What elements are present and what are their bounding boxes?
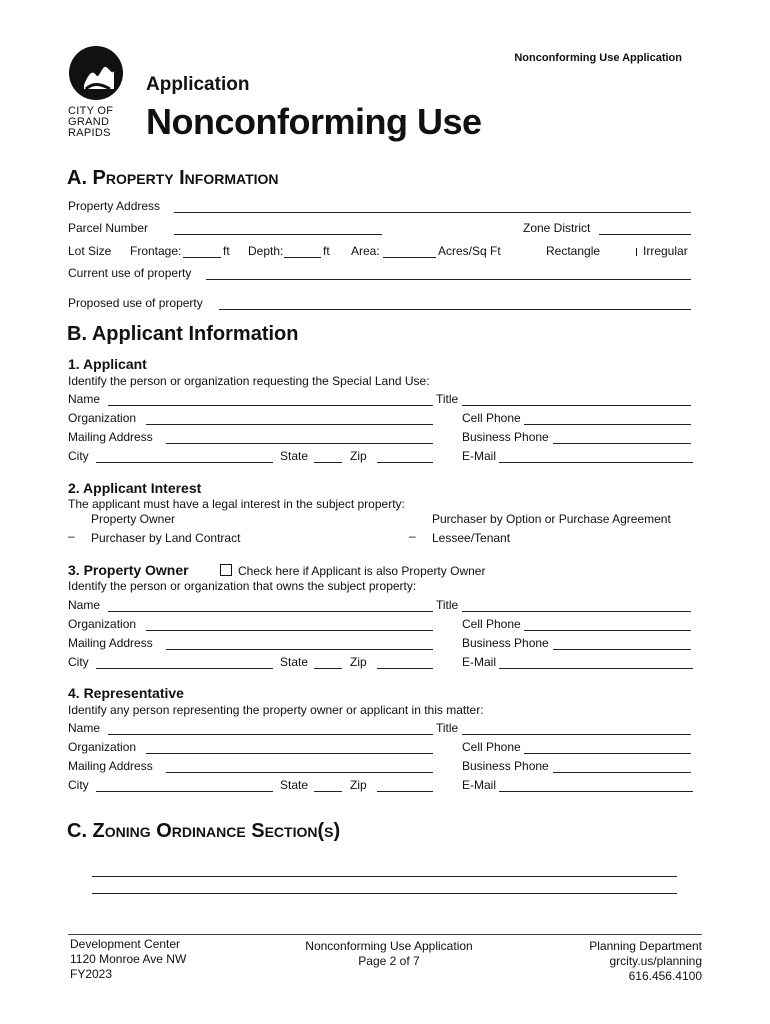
rep-cell-label: Cell Phone: [462, 740, 521, 754]
interest-heading: 2. Applicant Interest: [68, 480, 202, 496]
dash-icon: –: [409, 529, 416, 543]
zoning-section-field-2[interactable]: [92, 893, 677, 894]
proposed-use-field[interactable]: [219, 309, 691, 310]
rep-title-field[interactable]: [462, 734, 691, 735]
owner-email-label: E-Mail: [462, 655, 497, 669]
city-logo-icon: [66, 45, 126, 105]
footer-right-line: grcity.us/planning: [609, 954, 702, 968]
footer-left: [70, 937, 186, 982]
owner-name-field[interactable]: [108, 611, 433, 612]
logo-line: RAPIDS: [68, 127, 111, 139]
owner-name-label: Name: [68, 598, 101, 612]
interest-option-land-contract[interactable]: Purchaser by Land Contract: [91, 531, 241, 545]
interest-instruction: The applicant must have a legal interest in the subject property:: [68, 497, 405, 511]
footer-right-line: 616.456.4100: [628, 969, 702, 983]
owner-business-field[interactable]: [553, 649, 691, 650]
owner-mailing-label: Mailing Address: [68, 636, 153, 650]
irregular-option-label: Irregular: [643, 244, 688, 258]
footer-center-line: Page 2 of 7: [358, 954, 420, 968]
footer-left-line: FY2023: [70, 967, 113, 981]
interest-option-purchase-agreement[interactable]: Purchaser by Option or Purchase Agreement: [432, 512, 671, 526]
rep-zip-field[interactable]: [377, 791, 433, 792]
owner-cell-field[interactable]: [524, 630, 691, 631]
rectangle-option[interactable]: Rectangle: [546, 244, 601, 258]
applicant-city-field[interactable]: [96, 462, 273, 463]
rep-email-label: E-Mail: [462, 778, 497, 792]
applicant-title-label: Title: [436, 392, 459, 406]
rep-state-field[interactable]: [314, 791, 342, 792]
page-title: Nonconforming Use: [146, 101, 482, 142]
rep-cell-field[interactable]: [524, 753, 691, 754]
footer-right: [589, 939, 702, 984]
footer-left-line: 1120 Monroe Ave NW: [70, 952, 187, 966]
applicant-title-field[interactable]: [462, 405, 691, 406]
representative-instruction: Identify any person representing the property owner or applicant in this matter:: [68, 703, 484, 717]
owner-title-label: Title: [436, 598, 459, 612]
applicant-org-field[interactable]: [146, 424, 433, 425]
property-address-field[interactable]: [174, 212, 691, 213]
current-use-label: Current use of property: [68, 266, 192, 280]
applicant-business-field[interactable]: [553, 443, 691, 444]
applicant-name-field[interactable]: [108, 405, 433, 406]
frontage-unit: ft: [223, 244, 230, 258]
logo-line: GRAND: [68, 116, 110, 128]
rep-zip-label: Zip: [350, 778, 367, 792]
applicant-name-label: Name: [68, 392, 101, 406]
depth-label: Depth:: [248, 244, 284, 258]
depth-unit: ft: [323, 244, 330, 258]
owner-business-label: Business Phone: [462, 636, 549, 650]
applicant-heading: 1. Applicant: [68, 356, 147, 372]
rep-city-field[interactable]: [96, 791, 273, 792]
applicant-mailing-field[interactable]: [166, 443, 433, 444]
area-field[interactable]: [383, 257, 436, 258]
owner-state-label: State: [280, 655, 309, 669]
owner-instruction: Identify the person or organization that owns the subject property:: [68, 579, 417, 593]
applicant-zip-label: Zip: [350, 449, 367, 463]
owner-city-field[interactable]: [96, 668, 273, 669]
footer-divider: [68, 934, 702, 935]
rep-mailing-label: Mailing Address: [68, 759, 153, 773]
applicant-cell-label: Cell Phone: [462, 411, 521, 425]
proposed-use-label: Proposed use of property: [68, 296, 203, 310]
section-b-title: B. Applicant Information: [67, 323, 299, 345]
owner-state-field[interactable]: [314, 668, 342, 669]
frontage-label: Frontage:: [130, 244, 182, 258]
rep-name-field[interactable]: [108, 734, 433, 735]
footer-center: [289, 939, 489, 969]
zone-district-label: Zone District: [523, 221, 591, 235]
area-unit: Acres/Sq Ft: [438, 244, 501, 258]
owner-org-field[interactable]: [146, 630, 433, 631]
zoning-section-field-1[interactable]: [92, 876, 677, 877]
owner-zip-label: Zip: [350, 655, 367, 669]
applicant-email-field[interactable]: [499, 462, 693, 463]
parcel-number-label: Parcel Number: [68, 221, 149, 235]
depth-field[interactable]: [284, 257, 321, 258]
rep-org-field[interactable]: [146, 753, 433, 754]
rep-business-field[interactable]: [553, 772, 691, 773]
applicant-mailing-label: Mailing Address: [68, 430, 153, 444]
applicant-email-label: E-Mail: [462, 449, 497, 463]
owner-title-field[interactable]: [462, 611, 691, 612]
owner-heading: 3. Property Owner: [68, 562, 189, 578]
lot-size-label: Lot Size: [68, 244, 112, 258]
rep-city-label: City: [68, 778, 89, 792]
frontage-field[interactable]: [183, 257, 221, 258]
applicant-state-field[interactable]: [314, 462, 342, 463]
owner-city-label: City: [68, 655, 89, 669]
application-label: Application: [146, 74, 250, 95]
header-document-name: Nonconforming Use Application: [514, 52, 682, 64]
rep-email-field[interactable]: [499, 791, 693, 792]
area-label: Area:: [351, 244, 380, 258]
rep-business-label: Business Phone: [462, 759, 549, 773]
owner-mailing-field[interactable]: [166, 649, 433, 650]
owner-email-field[interactable]: [499, 668, 693, 669]
owner-same-checkbox-label: Check here if Applicant is also Property Owner: [238, 564, 486, 578]
section-c-title: C. Zoning Ordinance Section(s): [67, 820, 341, 842]
interest-option-lessee[interactable]: Lessee/Tenant: [432, 531, 511, 545]
representative-heading: 4. Representative: [68, 685, 184, 701]
owner-same-checkbox[interactable]: [220, 564, 485, 578]
current-use-field[interactable]: [206, 279, 691, 280]
owner-zip-field[interactable]: [377, 668, 433, 669]
applicant-org-label: Organization: [68, 411, 137, 425]
applicant-city-label: City: [68, 449, 89, 463]
rep-state-label: State: [280, 778, 309, 792]
applicant-cell-field[interactable]: [524, 424, 691, 425]
footer-left-line: Development Center: [70, 937, 181, 951]
irregular-option[interactable]: [636, 244, 688, 258]
rep-mailing-field[interactable]: [166, 772, 433, 773]
rep-title-label: Title: [436, 721, 459, 735]
checkbox-icon[interactable]: [220, 564, 232, 576]
section-a-title: A. Property Information: [67, 167, 279, 189]
applicant-zip-field[interactable]: [377, 462, 433, 463]
option-tick-icon: [636, 248, 637, 256]
property-address-label: Property Address: [68, 199, 161, 213]
owner-cell-label: Cell Phone: [462, 617, 521, 631]
city-logo: [66, 45, 126, 105]
rep-org-label: Organization: [68, 740, 137, 754]
dash-icon: –: [68, 529, 75, 543]
applicant-instruction: Identify the person or organization requesting the Special Land Use:: [68, 374, 430, 388]
logo-wordmark: [68, 106, 113, 139]
owner-org-label: Organization: [68, 617, 137, 631]
rep-name-label: Name: [68, 721, 101, 735]
zone-district-field[interactable]: [599, 234, 691, 235]
parcel-number-field[interactable]: [174, 234, 382, 235]
applicant-business-label: Business Phone: [462, 430, 549, 444]
logo-line: CITY OF: [68, 105, 114, 117]
applicant-state-label: State: [280, 449, 309, 463]
interest-option-owner[interactable]: Property Owner: [91, 512, 176, 526]
footer-right-line: Planning Department: [589, 939, 702, 953]
footer-center-line: Nonconforming Use Application: [305, 939, 473, 953]
